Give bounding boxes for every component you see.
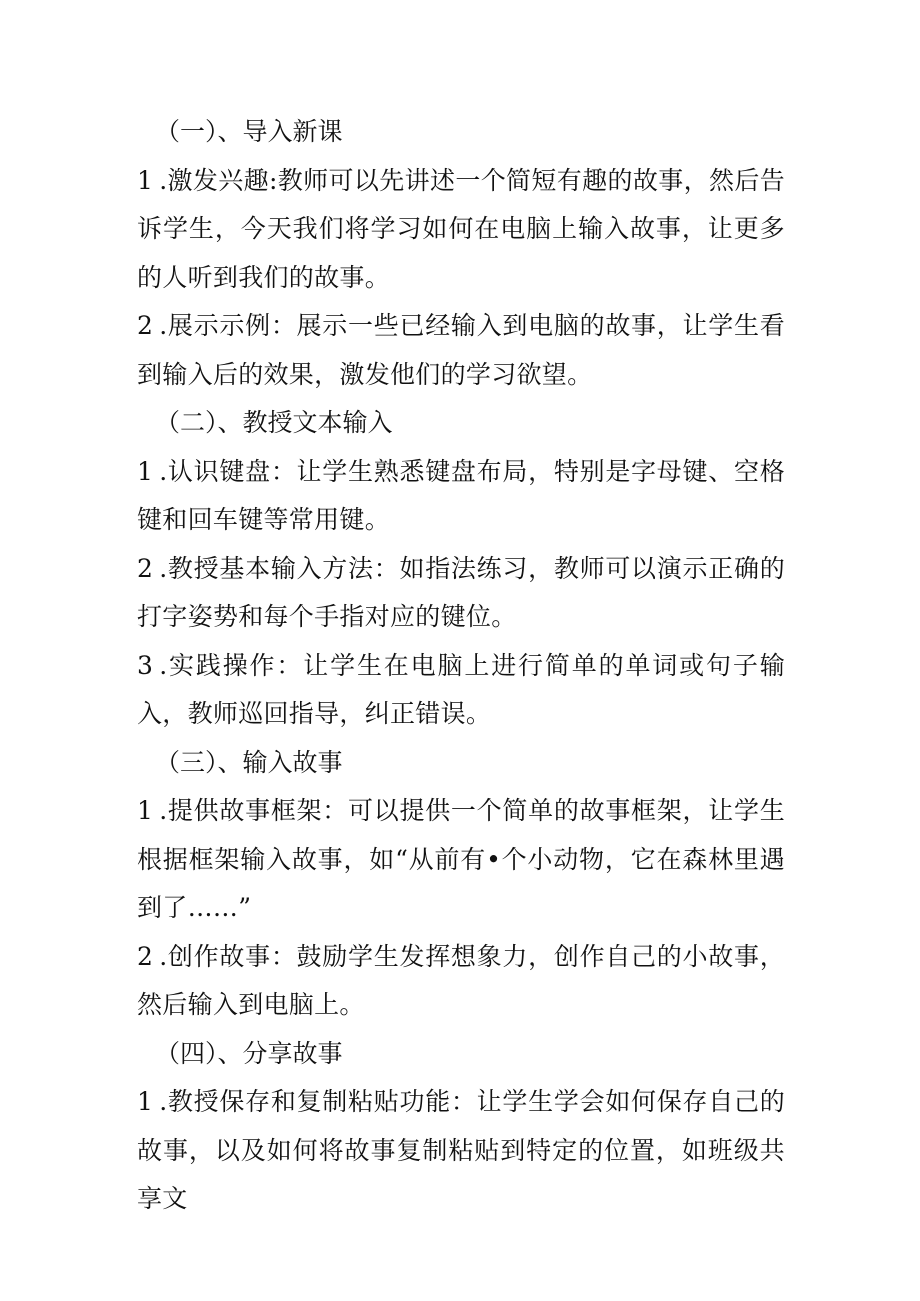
- section-heading: （四）、分享故事: [155, 1038, 343, 1068]
- list-item: [137, 448, 785, 545]
- list-item: [137, 302, 785, 399]
- item-text: .展示示例：展示一些已经输入到电脑的故事，让学生看到输入后的效果，激发他们的学习欲望。: [137, 311, 785, 389]
- list-item: [137, 642, 785, 739]
- list-item: [137, 545, 785, 642]
- item-text: .提供故事框架：可以提供一个简单的故事框架，让学生根据框架输入故事，如“从前有•个小动物，它在森林里遇到了……”: [137, 796, 785, 922]
- item-number: 3: [137, 650, 154, 680]
- section-heading: （三）、输入故事: [155, 747, 343, 777]
- section-heading: （二）、教授文本输入: [155, 408, 393, 437]
- document-body: [137, 108, 785, 1224]
- list-item: [137, 1078, 785, 1224]
- item-number: 1: [137, 456, 154, 486]
- section-heading: （一）、导入新课: [155, 117, 343, 146]
- item-text: .实践操作：让学生在电脑上进行简单的单词或句子输入，教师巡回指导，纠正错误。: [137, 650, 785, 728]
- item-text: .认识键盘：让学生熟悉键盘布局，特别是字母键、空格键和回车键等常用键。: [137, 456, 785, 534]
- list-item: [137, 787, 785, 933]
- item-number: 1: [137, 1087, 154, 1116]
- list-item: [137, 933, 785, 1030]
- item-text: .激发兴趣:教师可以先讲述一个简短有趣的故事，然后告诉学生，今天我们将学习如何在电脑上输入故事，让更多的人听到我们的故事。: [137, 165, 785, 292]
- item-number: 2: [137, 941, 154, 971]
- item-text: .教授基本输入方法：如指法练习，教师可以演示正确的打字姿势和每个手指对应的键位。: [137, 553, 785, 631]
- list-item: [137, 157, 785, 303]
- item-number: 2: [137, 311, 154, 340]
- item-text: .创作故事：鼓励学生发挥想象力，创作自己的小故事，然后输入到电脑上。: [137, 941, 785, 1019]
- item-number: 1: [137, 165, 154, 195]
- item-number: 1: [137, 796, 154, 825]
- item-number: 2: [137, 553, 154, 583]
- item-text: .教授保存和复制粘贴功能：让学生学会如何保存自己的故事，以及如何将故事复制粘贴到特定的位置，如班级共享文: [137, 1087, 785, 1213]
